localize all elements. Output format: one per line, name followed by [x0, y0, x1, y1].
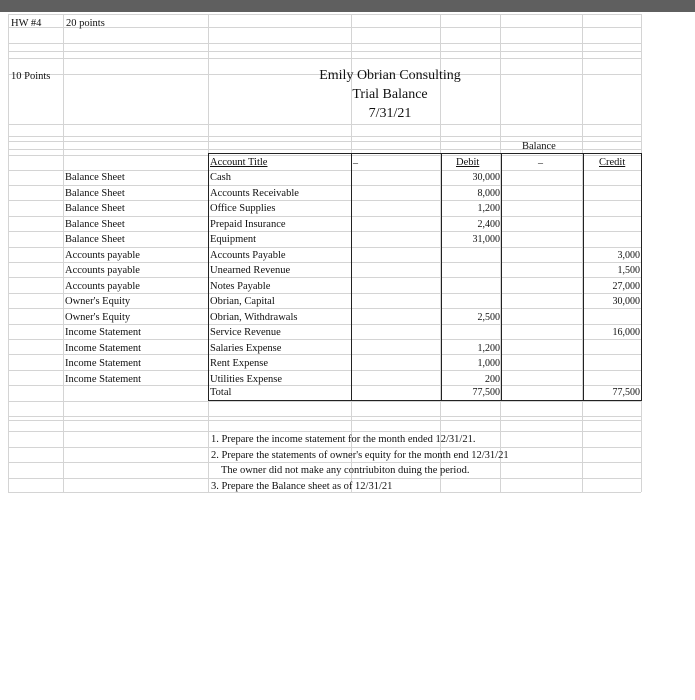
account-title-header: Account Title [210, 157, 268, 168]
row-debit: 2,500 [477, 311, 500, 323]
grid-row-line [8, 431, 641, 432]
row-category: Accounts payable [65, 265, 140, 276]
row-debit: 2,400 [477, 218, 500, 230]
row-account-title: Utilities Expense [210, 373, 283, 385]
grid-row-line [8, 51, 641, 52]
row-debit: 31,000 [472, 234, 500, 245]
row-category: Income Statement [65, 373, 142, 385]
row-debit: 1,000 [477, 358, 500, 369]
company-title: Emily Obrian Consulting [319, 68, 461, 83]
row-category: Balance Sheet [65, 203, 125, 214]
row-debit: 200 [485, 373, 500, 385]
points-label: 20 points [66, 18, 105, 29]
row-debit: 30,000 [472, 172, 500, 183]
grid-row-line [8, 478, 641, 479]
row-account-title: Accounts Receivable [210, 187, 299, 199]
row-category: Balance Sheet [65, 218, 125, 230]
grid-row-line [8, 420, 641, 421]
grid-row-line [8, 43, 641, 44]
debit-header: Debit [456, 157, 480, 168]
row-account-title: Office Supplies [210, 203, 276, 214]
row-category: Income Statement [65, 358, 142, 369]
row-account-title: Notes Payable [210, 280, 271, 292]
instruction-2: 2. Prepare the statements of owner's equity for the month end 12/31/21 [211, 450, 509, 461]
row-account-title: Obrian, Withdrawals [210, 311, 298, 323]
row-credit: 1,500 [617, 265, 640, 276]
row-category: Balance Sheet [65, 187, 125, 199]
row-category: Accounts payable [65, 280, 140, 292]
instruction-2-note: The owner did not make any contriubiton duing the period. [221, 465, 470, 476]
instruction-3: 3. Prepare the Balance sheet as of 12/31/21 [211, 481, 393, 492]
instruction-1: 1. Prepare the income statement for the month ended 12/31/21. [211, 434, 476, 445]
row-category: Income Statement [65, 342, 142, 354]
row-account-title: Cash [210, 172, 231, 183]
row-account-title: Unearned Revenue [210, 265, 291, 276]
top-bar [0, 0, 695, 12]
grid-row-line [8, 14, 641, 15]
row-account-title: Service Revenue [210, 327, 281, 338]
row-account-title: Salaries Expense [210, 342, 282, 354]
row-credit: 16,000 [612, 327, 640, 338]
spreadsheet-grid [8, 14, 641, 492]
balance-label: Balance [522, 141, 556, 152]
row-category: Balance Sheet [65, 172, 125, 183]
row-category: Accounts payable [65, 249, 140, 261]
grid-row-line [8, 124, 641, 125]
row-category: Balance Sheet [65, 234, 125, 245]
row-category: Owner's Equity [65, 296, 131, 307]
row-account-title: Obrian, Capital [210, 296, 275, 307]
grid-row-line [8, 58, 641, 59]
row-credit: 30,000 [612, 296, 640, 307]
row-debit: 1,200 [477, 342, 500, 354]
part-points-label: 10 Points [11, 71, 51, 82]
row-account-title: Prepaid Insurance [210, 218, 286, 230]
row-debit: 1,200 [477, 203, 500, 214]
grid-row-line [8, 136, 641, 137]
row-credit: 27,000 [612, 280, 640, 292]
total-debit: 77,500 [472, 387, 500, 398]
row-credit: 3,000 [617, 249, 640, 261]
row-account-title: Rent Expense [210, 358, 269, 369]
row-account-title: Accounts Payable [210, 249, 286, 261]
hw-label: HW #4 [11, 18, 42, 29]
grid-row-line [8, 416, 641, 417]
credit-header: Credit [599, 157, 626, 168]
report-date: 7/31/21 [368, 106, 412, 121]
row-debit: 8,000 [477, 187, 500, 199]
row-category: Income Statement [65, 327, 142, 338]
row-account-title: Equipment [210, 234, 257, 245]
grid-row-line [8, 447, 641, 448]
column-dash-2: _ [538, 154, 543, 165]
row-category: Owner's Equity [65, 311, 131, 323]
grid-row-line [8, 401, 641, 402]
column-dash-1: _ [353, 154, 358, 165]
total-label: Total [210, 387, 232, 398]
grid-row-line [8, 462, 641, 463]
report-title: Trial Balance [352, 87, 428, 102]
total-credit: 77,500 [612, 387, 640, 398]
